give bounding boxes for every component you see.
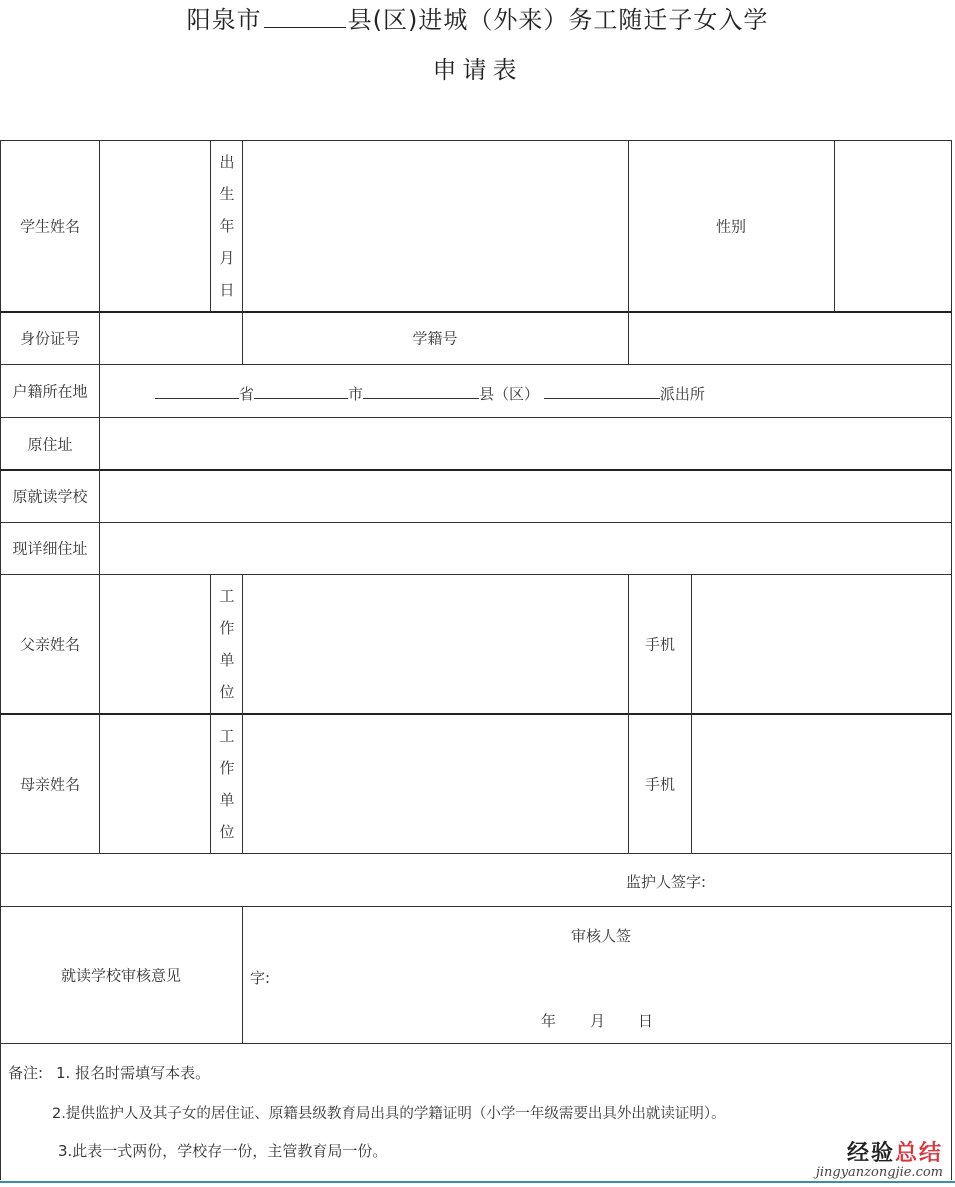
former-address-field[interactable] (100, 418, 951, 469)
province-blank[interactable] (155, 382, 239, 399)
city-text: 市 (348, 385, 364, 403)
bottom-rule (0, 1181, 955, 1183)
guardian-signature-field[interactable] (720, 860, 940, 900)
guardian-signature-label: 监护人签字: (626, 873, 707, 891)
row-line (0, 364, 952, 365)
mother-mobile-field[interactable] (692, 715, 951, 853)
watermark-logo (816, 1136, 943, 1180)
work-unit-char: 单 (219, 791, 235, 809)
row-line (0, 853, 952, 854)
birth-date-label (211, 146, 243, 306)
father-work-unit-field[interactable] (243, 575, 628, 713)
work-unit-char: 工 (219, 727, 235, 745)
row-line (0, 1043, 952, 1044)
work-unit-char: 单 (219, 651, 235, 669)
province-text: 省 (239, 385, 255, 403)
mother-work-unit-field[interactable] (243, 715, 628, 853)
review-year: 年 (541, 1012, 557, 1030)
work-unit-char: 作 (219, 759, 235, 777)
current-address-label: 现详细住址 (12, 539, 88, 558)
id-number-field[interactable] (100, 313, 242, 364)
border-right (951, 140, 952, 1180)
note-1: 1. 报名时需填写本表。 (56, 1064, 211, 1082)
mother-work-unit-label (211, 720, 243, 848)
border-left-notes (0, 1043, 1, 1180)
father-mobile-field[interactable] (692, 575, 951, 713)
former-address-label: 原住址 (27, 435, 73, 454)
former-school-field[interactable] (100, 471, 951, 522)
id-number-label: 身份证号 (19, 329, 81, 348)
county-blank[interactable] (264, 7, 346, 28)
work-unit-char: 工 (219, 587, 235, 605)
father-mobile-label: 手机 (644, 635, 676, 654)
birth-date-char: 生 (219, 185, 235, 203)
school-review-field[interactable] (243, 907, 951, 1043)
col-line (628, 140, 629, 312)
father-work-unit-label (211, 580, 243, 708)
city-blank[interactable] (254, 382, 348, 399)
reviewer-sign-label-cont: 字: (250, 969, 271, 987)
work-unit-char: 作 (219, 619, 235, 637)
household-fill-line[interactable] (155, 382, 705, 404)
police-blank[interactable] (544, 382, 660, 399)
watermark-text-dark: 经验 (846, 1140, 895, 1166)
birth-date-char: 年 (219, 217, 235, 235)
title-prefix: 阳泉市 (186, 6, 262, 34)
review-day: 日 (638, 1012, 654, 1030)
watermark-text-red: 总结 (894, 1140, 943, 1166)
former-school-label: 原就读学校 (12, 487, 88, 506)
father-name-field[interactable] (100, 575, 210, 713)
review-month: 月 (590, 1012, 606, 1030)
mother-name-field[interactable] (100, 715, 210, 853)
student-name-field[interactable] (100, 141, 210, 311)
watermark-url: jingyanzongjie.com (815, 1165, 943, 1180)
form-title (0, 0, 955, 35)
mother-name-label: 母亲姓名 (19, 775, 81, 794)
birth-date-field[interactable] (243, 141, 628, 311)
col-line (242, 312, 243, 364)
title-suffix: 县(区)进城（外来）务工随迁子女入学 (347, 6, 769, 34)
form-subtitle: 申请表 (432, 56, 523, 84)
county-text: 县（区） (479, 385, 540, 403)
father-name-label: 父亲姓名 (19, 635, 81, 654)
work-unit-char: 位 (219, 823, 235, 841)
border-left (0, 140, 1, 1044)
note-3: 3.此表一式两份，学校存一份，主管教育局一份。 (58, 1142, 388, 1160)
gender-label: 性别 (715, 217, 747, 236)
student-name-label: 学生姓名 (19, 217, 81, 236)
police-text: 派出所 (659, 385, 705, 403)
reviewer-sign-label: 审核人签 (571, 927, 632, 945)
birth-date-char: 月 (219, 249, 235, 267)
work-unit-char: 位 (219, 683, 235, 701)
student-reg-label: 学籍号 (412, 329, 458, 348)
gender-field[interactable] (835, 141, 951, 311)
school-review-label: 就读学校审核意见 (60, 966, 182, 985)
mother-mobile-label: 手机 (644, 775, 676, 794)
col-line (628, 574, 629, 854)
note-2: 2.提供监护人及其子女的居住证、原籍县级教育局出具的学籍证明（小学一年级需要出具外出就读证明）。 (52, 1106, 726, 1122)
current-address-field[interactable] (100, 523, 951, 574)
household-reg-label: 户籍所在地 (12, 382, 88, 401)
county-blank-2[interactable] (363, 382, 479, 399)
birth-date-char: 日 (219, 281, 235, 299)
notes-label: 备注: (8, 1064, 44, 1082)
student-reg-field[interactable] (629, 313, 951, 364)
birth-date-char: 出 (219, 153, 235, 171)
